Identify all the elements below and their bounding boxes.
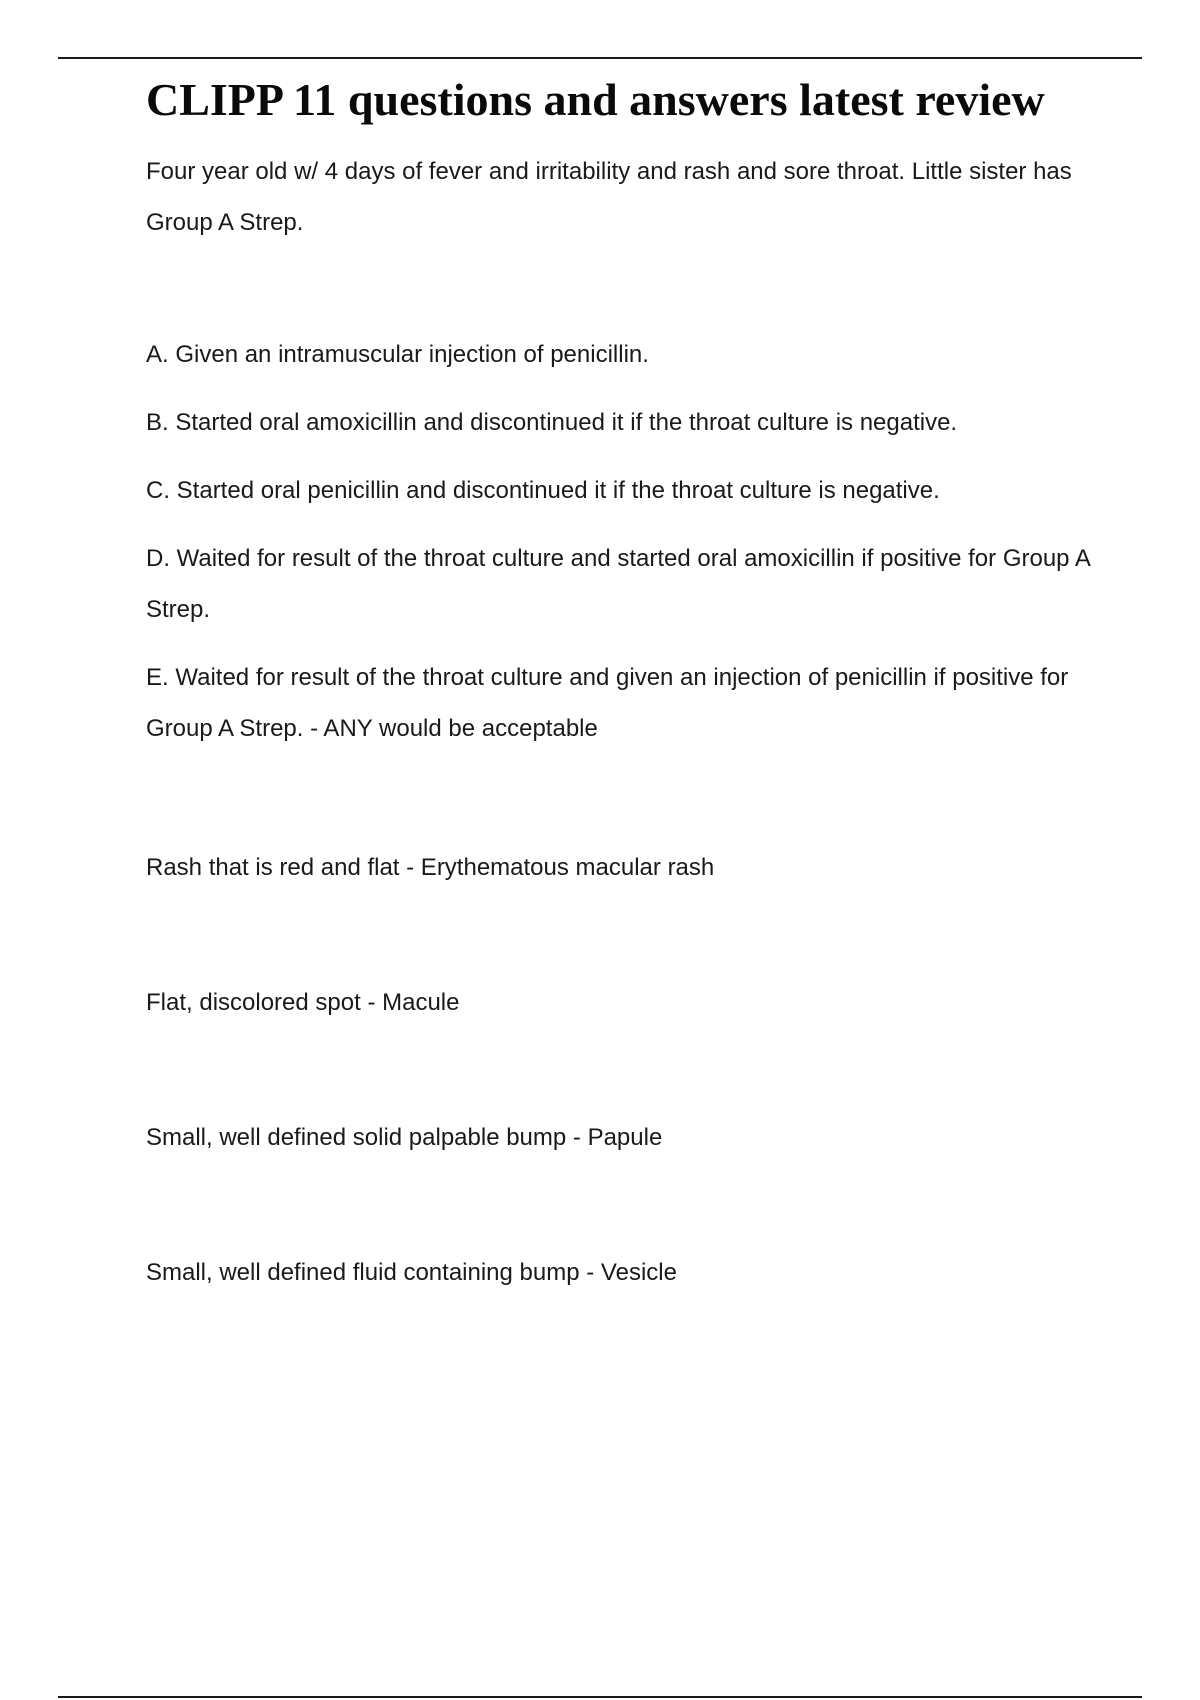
answer-options	[146, 329, 1096, 754]
question-text: Four year old w/ 4 days of fever and irritability and rash and sore throat. Little sister has Group A Strep.	[146, 158, 1072, 236]
term-papule: Small, well defined solid palpable bump - Papule	[146, 1124, 663, 1151]
page-title: CLIPP 11 questions and answers latest review	[146, 74, 1045, 125]
option-b: B. Started oral amoxicillin and discontinued it if the throat culture is negative.	[146, 409, 958, 436]
bottom-divider	[58, 1696, 1142, 1698]
term-erythematous-macular-rash: Rash that is red and flat - Erythematous macular rash	[146, 854, 715, 881]
term-vesicle: Small, well defined fluid containing bump - Vesicle	[146, 1259, 677, 1286]
top-divider	[58, 57, 1142, 59]
option-e: E. Waited for result of the throat culture and given an injection of penicillin if positive for Group A Strep. - ANY would be acceptable	[146, 664, 1069, 742]
option-c: C. Started oral penicillin and discontinued it if the throat culture is negative.	[146, 477, 940, 504]
term-macule: Flat, discolored spot - Macule	[146, 989, 460, 1016]
option-d: D. Waited for result of the throat culture and started oral amoxicillin if positive for Group A Strep.	[146, 545, 1090, 623]
document-body	[146, 72, 1096, 1298]
option-a: A. Given an intramuscular injection of penicillin.	[146, 341, 649, 368]
